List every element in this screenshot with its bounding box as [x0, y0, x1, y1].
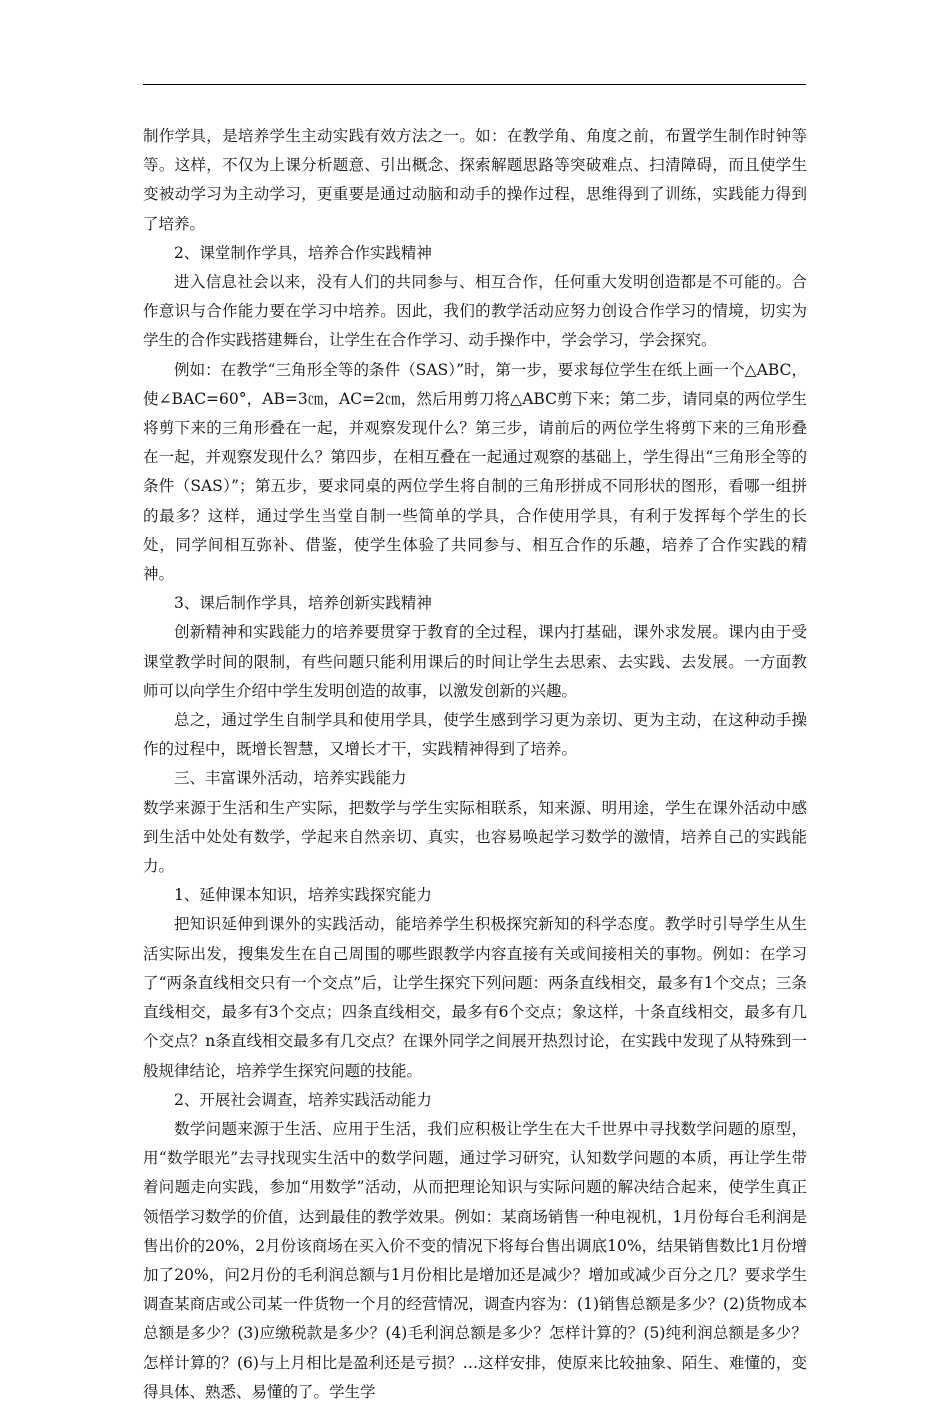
paragraph: 数学来源于生活和生产实际，把数学与学生实际相联系，知来源、明用途，学生在课外活动中感到生活中处处有数学，学起来自然亲切、真实，也容易唤起学习数学的激情，培养自己的实践能力。 [143, 798, 807, 876]
section-heading: 3、课后制作学具，培养创新实践精神 [174, 594, 432, 613]
document-body [143, 122, 807, 1407]
header-rule [143, 84, 806, 85]
paragraph: 把知识延伸到课外的实践活动，能培养学生积极探究新知的科学态度。教学时引导学生从生活实际出发，搜集发生在自己周围的哪些跟教学内容直接有关或间接相关的事物。例如：在学习了“两条直线相交只有一个交点”后，让学生探究下列问题：两条直线相交，最多有1个交点；三条直线相交，最多有3个交点；四条直线相交，最多有6个交点；象这样，十条直线相交，最多有几个交点？n条直线相交最多有几交点？在课外同学之间展开热烈讨论，在实践中发现了从特殊到一般规律结论，培养学生探究问题的技能。 [143, 915, 807, 1080]
section-heading: 2、课堂制作学具，培养合作实践精神 [174, 243, 432, 262]
paragraph: 数学问题来源于生活、应用于生活，我们应积极让学生在大千世界中寻找数学问题的原型，用“数学眼光”去寻找现实生活中的数学问题，通过学习研究，认知数学问题的本质，再让学生带着问题走向实践，参加“用数学”活动，从而把理论知识与实际问题的解决结合起来，使学生真正领悟学习数学的价值，达到最佳的教学效果。例如：某商场销售一种电视机，1月份每台毛利润是售出价的20%，2月份该商场在买入价不变的情况下将每台售出调底10%，结果销售数比1月份增加了20%，问2月份的毛利润总额与1月份相比是增加还是减少？增加或减少百分之几？要求学生调查某商店或公司某一件货物一个月的经营情况，调查内容为：(1)销售总额是多少？(2)货物成本总额是多少？(3)应缴税款是多少？(4)毛利润总额是多少？怎样计算的？(5)纯利润总额是多少？怎样计算的？(6)与上月相比是盈利还是亏损？…这样安排，使原来比较抽象、陌生、难懂的，变得具体、熟悉、易懂的了。学生学 [143, 1119, 807, 1401]
paragraph: 总之，通过学生自制学具和使用学具，使学生感到学习更为亲切、更为主动，在这种动手操作的过程中，既增长智慧，又增长才干，实践精神得到了培养。 [143, 711, 807, 759]
section-heading: 2、开展社会调查，培养实践活动能力 [174, 1090, 432, 1109]
paragraph: 制作学具，是培养学生主动实践有效方法之一。如：在教学角、角度之前，布置学生制作时钟等等。这样，不仅为上课分析题意、引出概念、探索解题思路等突破难点、扫清障碍，而且使学生变被动学习为主动学习，更重要是通过动脑和动手的操作过程，思维得到了训练，实践能力得到了培养。 [143, 127, 807, 233]
paragraph: 进入信息社会以来，没有人们的共同参与、相互合作，任何重大发明创造都是不可能的。合作意识与合作能力要在学习中培养。因此，我们的教学活动应努力创设合作学习的情境，切实为学生的合作实践搭建舞台，让学生在合作学习、动手操作中，学会学习，学会探究。 [143, 273, 807, 350]
paragraph: 创新精神和实践能力的培养要贯穿于教育的全过程，课内打基础，课外求发展。课内由于受课堂教学时间的限制，有些问题只能利用课后的时间让学生去思索、去实践、去发展。一方面教师可以向学生介绍中学生发明创造的故事，以激发创新的兴趣。 [143, 623, 807, 700]
section-heading: 三、丰富课外活动，培养实践能力 [174, 769, 407, 788]
section-heading: 1、延伸课本知识，培养实践探究能力 [174, 886, 432, 905]
paragraph: 例如：在教学“三角形全等的条件（SAS）”时，第一步，要求每位学生在纸上画一个△ABC，使∠BAC=60°，AB=3㎝，AC=2㎝，然后用剪刀将△ABC剪下来；第二步，请同桌的两位学生将剪下来的三角形叠在一起，并观察发现什么？第三步，请前后的两位学生将剪下来的三角形叠在一起，并观察发现什么？第四步，在相互叠在一起通过观察的基础上，学生得出“三角形全等的条件（SAS）”；第五步，要求同桌的两位学生将自制的三角形拼成不同形状的图形，看哪一组拼的最多？这样，通过学生当堂自制一些简单的学具，合作使用学具，有利于发挥每个学生的长处，同学间相互弥补、借鉴，使学生体验了共同参与、相互合作的乐趣，培养了合作实践的精神。 [143, 360, 807, 584]
